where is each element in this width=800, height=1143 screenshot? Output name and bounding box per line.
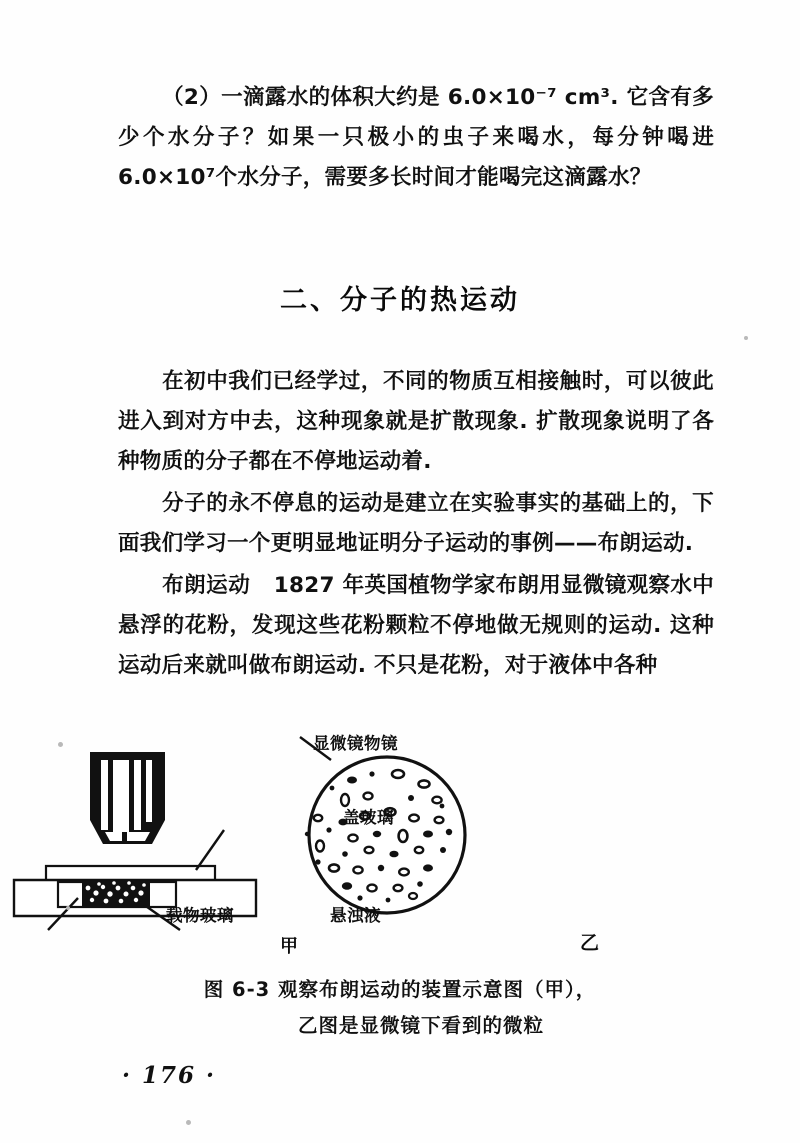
scan-speck (744, 336, 748, 340)
leader-line-cover-glass (196, 830, 224, 870)
paragraph-motion-basis: 分子的永不停息的运动是建立在实验事实的基础上的，下面我们学习一个更明显地证明分子运动的事例——布朗运动. (118, 491, 714, 556)
figure-6-3 (0, 722, 800, 972)
field-of-view-circle (309, 757, 465, 913)
paragraph-diffusion: 在初中我们已经学过，不同的物质互相接触时，可以彼此进入到对方中去，这种现象就是扩散现象. 扩散现象说明了各种物质的分子都在不停地运动着. (118, 369, 714, 474)
page-title: 二、分子的热运动 (280, 285, 520, 316)
figure-label-panel-a: 甲 (280, 936, 298, 957)
figure-panel-b (305, 757, 465, 913)
question-block (118, 78, 714, 198)
paragraph-brownian-text: 1827 年英国植物学家布朗用显微镜观察水中悬浮的花粉，发现这些花粉颗粒不停地做无规则的运动. 这种运动后来就叫做布朗运动. 不只是花粉，对于液体中各种 (118, 573, 714, 678)
figure-label-cover-glass: 盖玻璃 (343, 808, 394, 827)
question-text: （2）一滴露水的体积大约是 6.0×10⁻⁷ cm³. 它含有多少个水分子？如果一只极小的虫子来喝水，每分钟喝进 6.0×10⁷个水分子，需要多长时间才能喝完这滴露水？ (118, 85, 714, 190)
body-text (118, 362, 714, 686)
question-paragraph (118, 78, 714, 198)
term-brownian-motion: 布朗运动 (162, 573, 251, 598)
microscope-objective-icon (90, 752, 165, 844)
figure-caption (0, 972, 800, 1044)
figure-label-suspension: 悬浊液 (330, 906, 381, 925)
figure-label-slide-glass: 载物玻璃 (166, 906, 234, 925)
figure-caption-line-1: 图 6-3 观察布朗运动的装置示意图（甲）， (203, 978, 597, 1001)
suspension-cavity (58, 881, 176, 907)
scan-speck (186, 1120, 191, 1125)
figure-caption-line-2: 乙图是显微镜下看到的微粒 (297, 1014, 544, 1037)
paragraph-brownian (118, 566, 714, 686)
page-number: · 176 · (122, 1062, 217, 1089)
figure-label-objective: 显微镜物镜 (313, 734, 398, 753)
figure-label-panel-b: 乙 (580, 932, 600, 954)
